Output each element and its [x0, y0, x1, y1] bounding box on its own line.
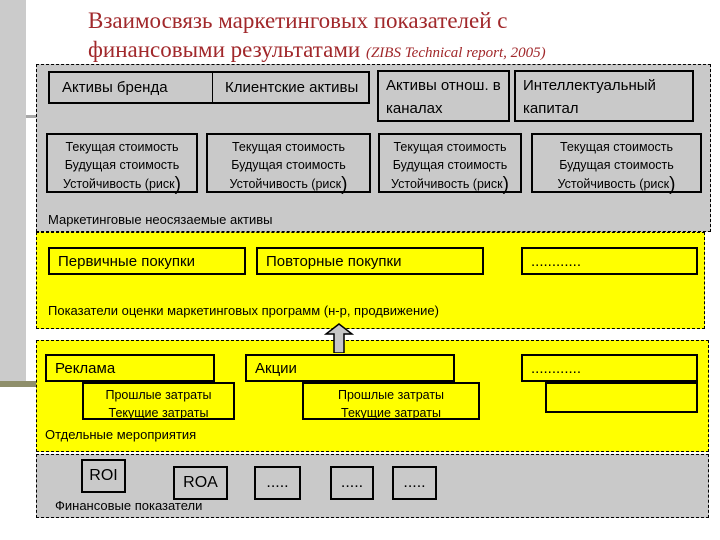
value-line-risk	[48, 175, 196, 194]
financial-item-ellipsis-1: .....	[254, 466, 301, 500]
cost-box-promotions	[302, 382, 480, 420]
cost-line-current: Текущие затраты	[341, 406, 441, 421]
cost-box-empty	[545, 382, 698, 413]
asset-value-box-brand	[46, 133, 198, 193]
risk-paren: )	[341, 173, 348, 195]
asset-header-brand-client	[48, 71, 370, 104]
cost-line-current: Текущие затраты	[108, 406, 209, 421]
risk-text: Устойчивость (риск	[229, 176, 342, 191]
value-line-current: Текущая стоимость	[393, 140, 507, 154]
risk-paren: )	[669, 173, 676, 195]
activity-item-ellipsis: ............	[521, 354, 698, 382]
risk-paren: )	[502, 173, 509, 195]
asset-value-box-channel	[378, 133, 522, 193]
activity-item-promotions: Акции	[245, 354, 455, 382]
cost-line-past: Прошлые затраты	[105, 388, 212, 402]
value-line-future: Будущая стоимость	[231, 157, 346, 172]
activity-item-advertising: Реклама	[45, 354, 215, 382]
intangible-assets-label: Маркетинговые неосязаемые активы	[48, 212, 273, 227]
asset-header-client: Клиентские активы	[225, 79, 359, 96]
asset-header-channel: Активы отнош. в каналах	[377, 70, 510, 122]
marketing-programs-label: Показатели оценки маркетинговых программ (н-р, продвижение)	[48, 303, 439, 318]
program-item-repeat-purchases: Повторные покупки	[256, 247, 484, 275]
program-item-primary-purchases: Первичные покупки	[48, 247, 246, 275]
asset-header-intellectual: Интеллектуальный капитал	[514, 70, 694, 122]
asset-value-box-intellectual	[531, 133, 702, 193]
title-line1: Взаимосвязь маркетинговых показателей с	[88, 8, 508, 33]
risk-paren: )	[174, 173, 181, 195]
left-tick-mark	[26, 115, 36, 118]
financial-item-ellipsis-2: .....	[330, 466, 374, 500]
value-line-current: Текущая стоимость	[559, 140, 674, 154]
up-arrow-icon	[324, 323, 354, 353]
cost-box-advertising	[82, 382, 235, 420]
asset-header-brand: Активы бренда	[50, 73, 213, 102]
value-line-future: Будущая стоимость	[392, 157, 508, 172]
value-line-risk	[380, 175, 520, 194]
value-line-current: Текущая стоимость	[231, 140, 346, 154]
financial-item-ellipsis-3: .....	[392, 466, 437, 500]
risk-text: Устойчивость (риск	[391, 176, 503, 191]
slide-title	[88, 6, 712, 68]
value-line-risk	[208, 175, 369, 194]
program-item-ellipsis: ............	[521, 247, 698, 275]
title-line2-text: финансовыми результатами	[88, 37, 361, 62]
financial-item-roi: ROI	[81, 459, 126, 493]
value-line-current: Текущая стоимость	[65, 140, 179, 154]
value-line-future: Будущая стоимость	[559, 157, 674, 172]
value-line-future: Будущая стоимость	[64, 157, 180, 172]
risk-text: Устойчивость (риск	[557, 176, 670, 191]
activities-label: Отдельные мероприятия	[45, 427, 197, 442]
accent-line	[0, 381, 36, 387]
value-line-risk	[533, 175, 700, 194]
cost-line-past: Прошлые затраты	[337, 388, 445, 402]
risk-text: Устойчивость (риск	[63, 176, 175, 191]
financial-label: Финансовые показатели	[55, 498, 203, 513]
asset-value-box-client	[206, 133, 371, 193]
title-source: (ZIBS Technical report, 2005)	[365, 45, 546, 61]
financial-item-roa: ROA	[173, 466, 228, 500]
left-accent-bar	[0, 0, 26, 381]
